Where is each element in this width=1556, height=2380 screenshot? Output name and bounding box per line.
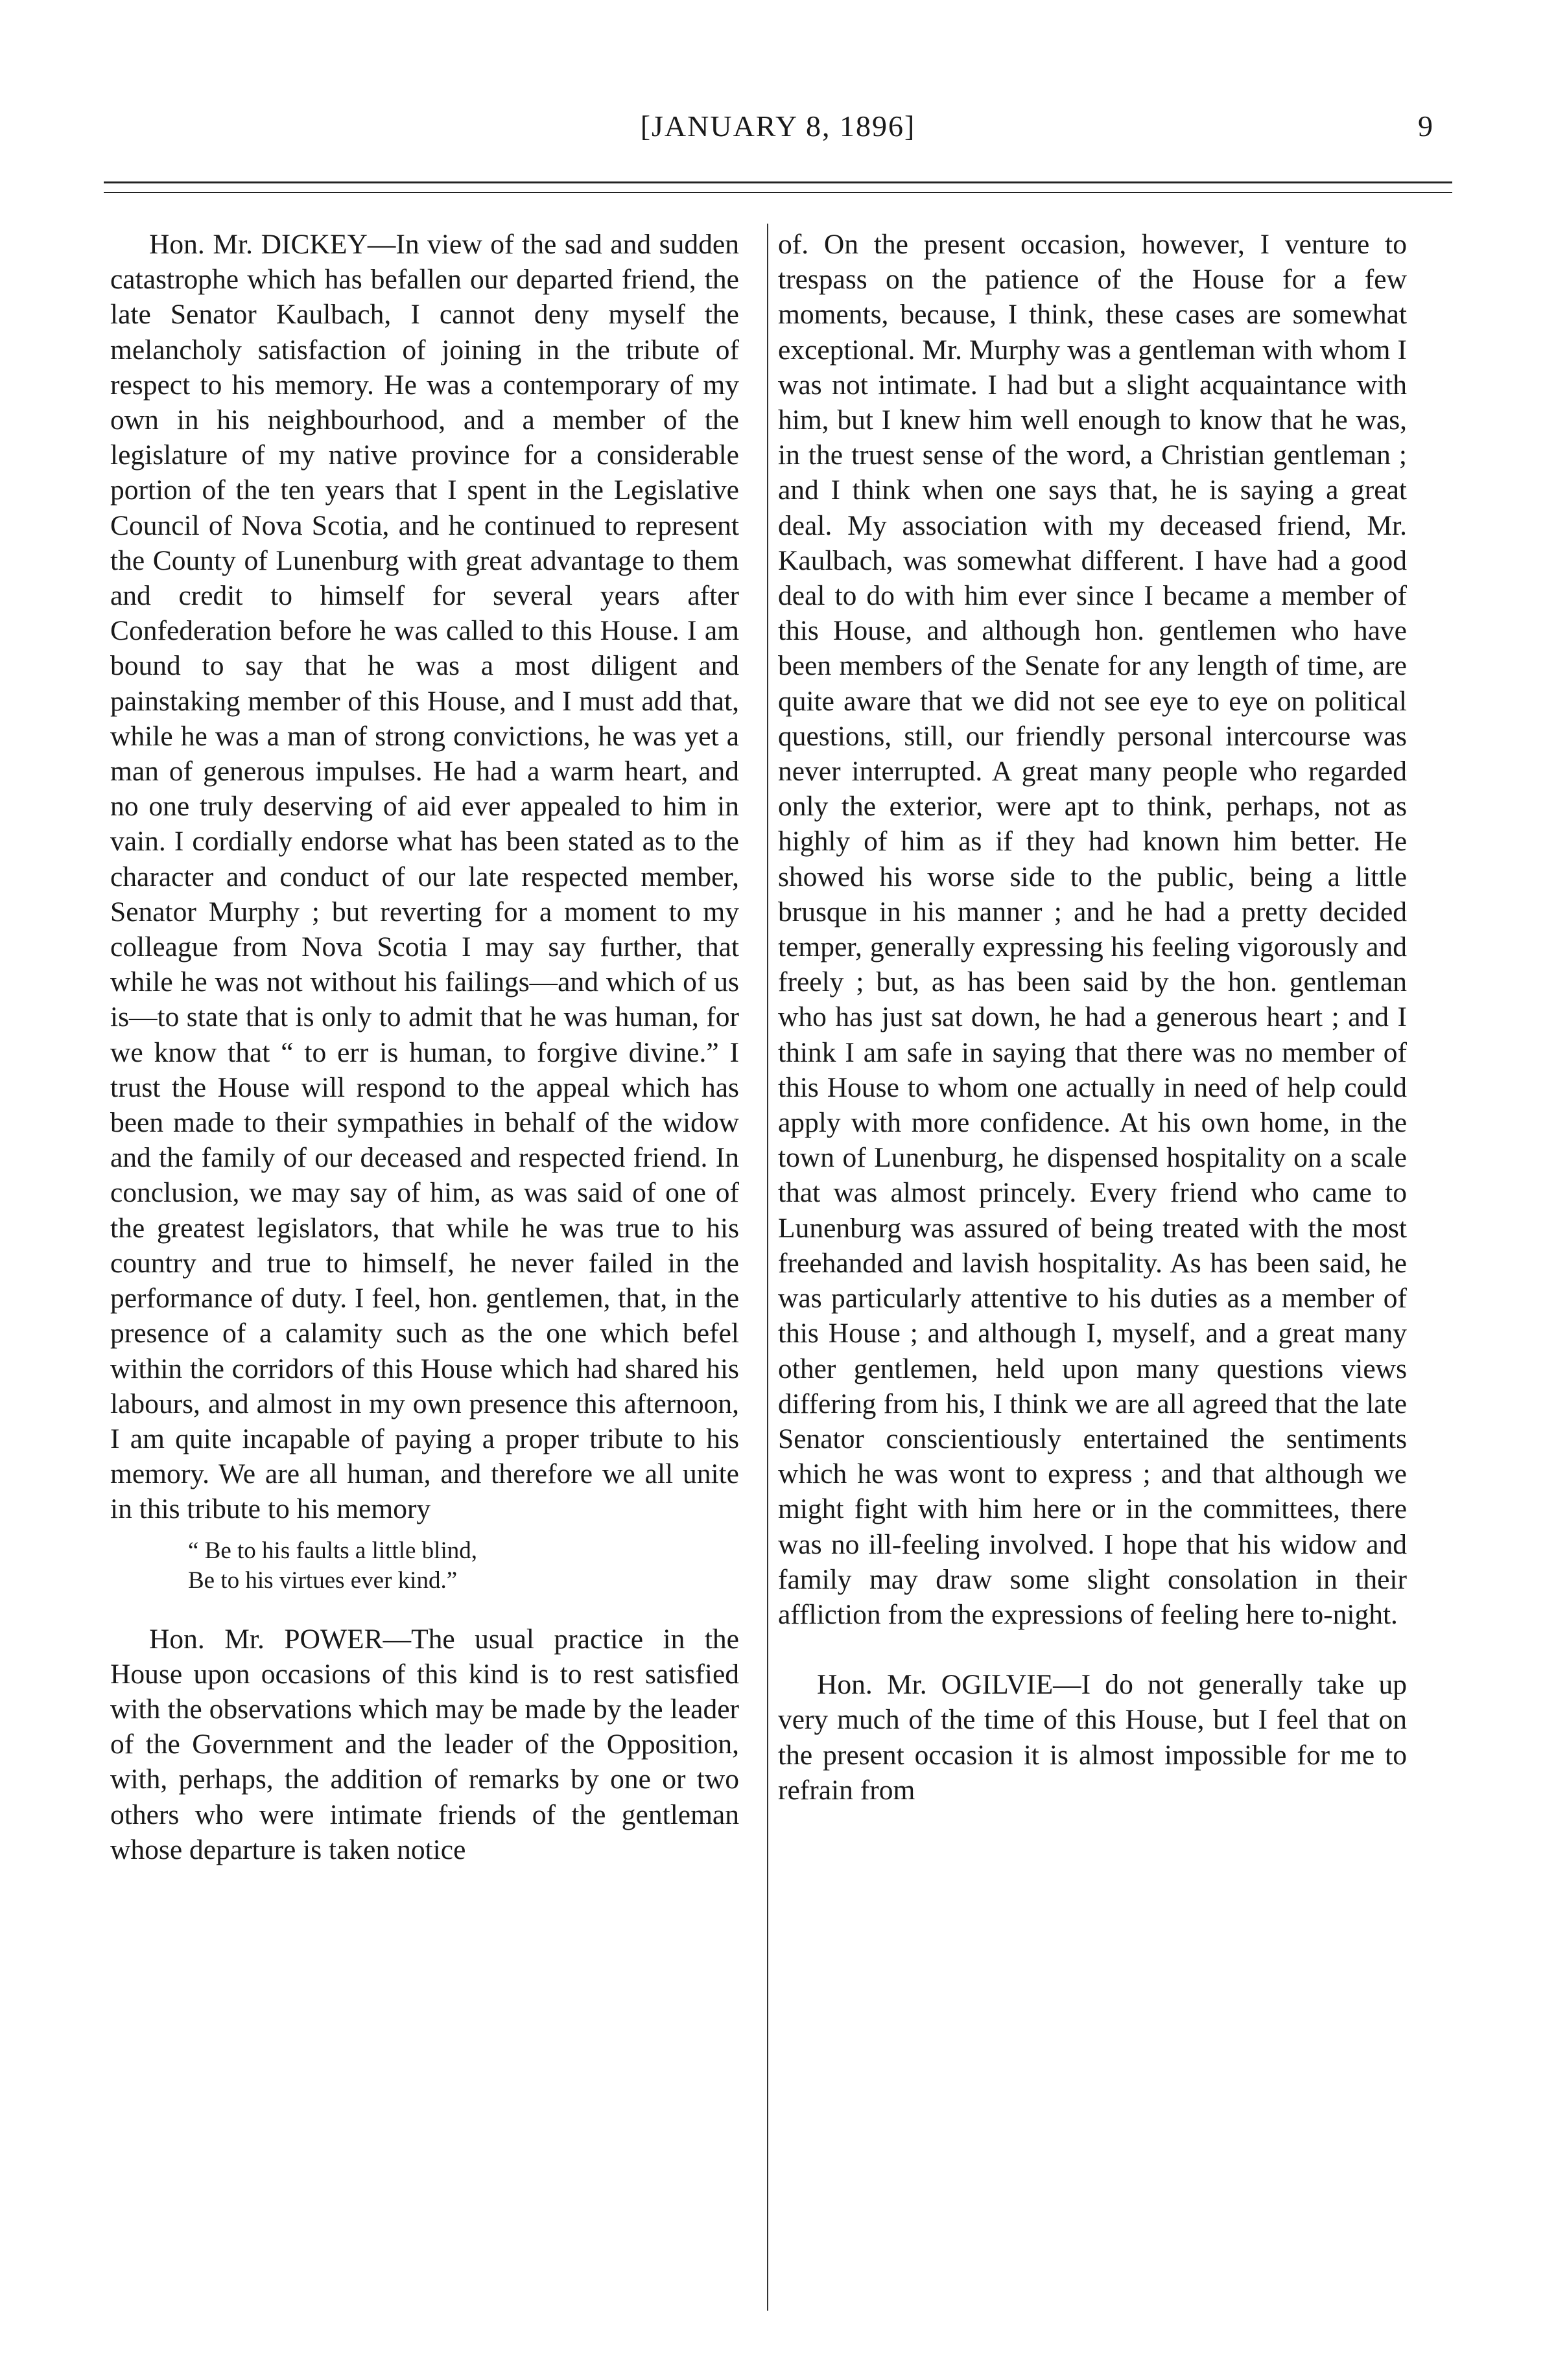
verse-line-1: “ Be to his faults a little blind,	[188, 1537, 477, 1564]
ogilvie-speech: Hon. Mr. OGILVIE—I do not generally take up very much of the time of this House, but I feel that on the present occasion it is almost impossible for me to refrain from	[778, 1669, 1407, 1806]
column-divider	[767, 224, 768, 2311]
header-rule-thick	[104, 181, 1452, 183]
verse-line-2: Be to his virtues ever kind.”	[188, 1567, 458, 1594]
left-column	[110, 227, 739, 1867]
dickey-speech: Hon. Mr. DICKEY—In view of the sad and sudden catastrophe which has befallen our departed friend, the late Senator Kaulbach, I cannot deny myself the melancholy satisfaction of joining in the tribute of respect to his memory. He was a contemporary of my own in his neighbourhood, and a member of the legislature of my native province for a considerable portion of the ten years that I spent in the Legislative Council of Nova Scotia, and he continued to represent the County of Lunenburg with great advantage to them and credit to himself for several years after Confederation before he was called to this House. I am bound to say that he was a most diligent and painstaking member of this House, and I must add that, while he was a man of strong convictions, he was yet a man of generous impulses. He had a warm heart, and no one truly deserving of aid ever appealed to him in vain. I cordially endorse what has been stated as to the character and conduct of our late respected member, Senator Murphy ; but reverting for a moment to my colleague from Nova Scotia I may say further, that while he was not without his failings—and which of us is—to state that is only to admit that he was human, for we know that “ to err is human, to forgive divine.” I trust the House will respond to the appeal which has been made to their sympathies in behalf of the widow and the family of our deceased and respected friend. In conclusion, we may say of him, as was said of one of the greatest legislators, that while he was true to his country and true to himself, he never failed in the performance of duty. I feel, hon. gentlemen, that, in the presence of a calamity such as the one which befel within the corridors of this House which had shared his labours, and almost in my own presence this afternoon, I am quite incapable of paying a proper tribute to his memory. We are all human, and therefore we all unite in this tribute to his memory	[110, 229, 739, 1525]
verse-quote	[188, 1536, 739, 1596]
page-date: [JANUARY 8, 1896]	[640, 110, 916, 143]
right-column	[778, 227, 1407, 1808]
page-number: 9	[1418, 110, 1433, 143]
page-header	[0, 109, 1556, 161]
power-speech-continued: of. On the present occasion, however, I venture to trespass on the patience of the House for a few moments, because, I think, these cases are somewhat exceptional. Mr. Murphy was a gentleman with whom I was not intimate. I had but a slight acquaintance with him, but I knew him well enough to know that he was, in the truest sense of the word, a Christian gentleman ; and I think when one says that, he is saying a great deal. My association with my deceased friend, Mr. Kaulbach, was somewhat different. I have had a good deal to do with him ever since I became a member of this House, and although hon. gentlemen who have been members of the Senate for any length of time, are quite aware that we did not see eye to eye on political questions, still, our friendly personal intercourse was never interrupted. A great many people who regarded only the exterior, were apt to think, perhaps, not as highly of him as if they had known him better. He showed his worse side to the public, being a little brusque in his manner ; and he had a pretty decided temper, generally expressing his feeling vigorously and freely ; but, as has been said by the hon. gentleman who has just sat down, he had a generous heart ; and I think I am safe in saying that there was no member of this House to whom one actually in need of help could apply with more confidence. At his own home, in the town of Lunenburg, he dispensed hospitality on a scale that was almost princely. Every friend who came to Lunenburg was assured of being treated with the most freehanded and lavish hospitality. As has been said, he was particularly attentive to his duties as a member of this House ; and although I, myself, and a great many other gentlemen, held upon many questions views differing from his, I think we are all agreed that the late Senator conscientiously entertained the sentiments which he was wont to express ; and that although we might fight with him here or in the committees, there was no ill-feeling involved. I hope that his widow and family may draw some slight consolation in their affliction from the expressions of feeling here to-night.	[778, 229, 1407, 1630]
power-speech: Hon. Mr. POWER—The usual practice in the House upon occasions of this kind is to rest satisfied with the observations which may be made by the leader of the Government and the leader of the Opposition, with, perhaps, the addition of remarks by one or two others who were intimate friends of the gentleman whose departure is taken notice	[110, 1623, 739, 1865]
header-rule-thin	[104, 192, 1452, 193]
